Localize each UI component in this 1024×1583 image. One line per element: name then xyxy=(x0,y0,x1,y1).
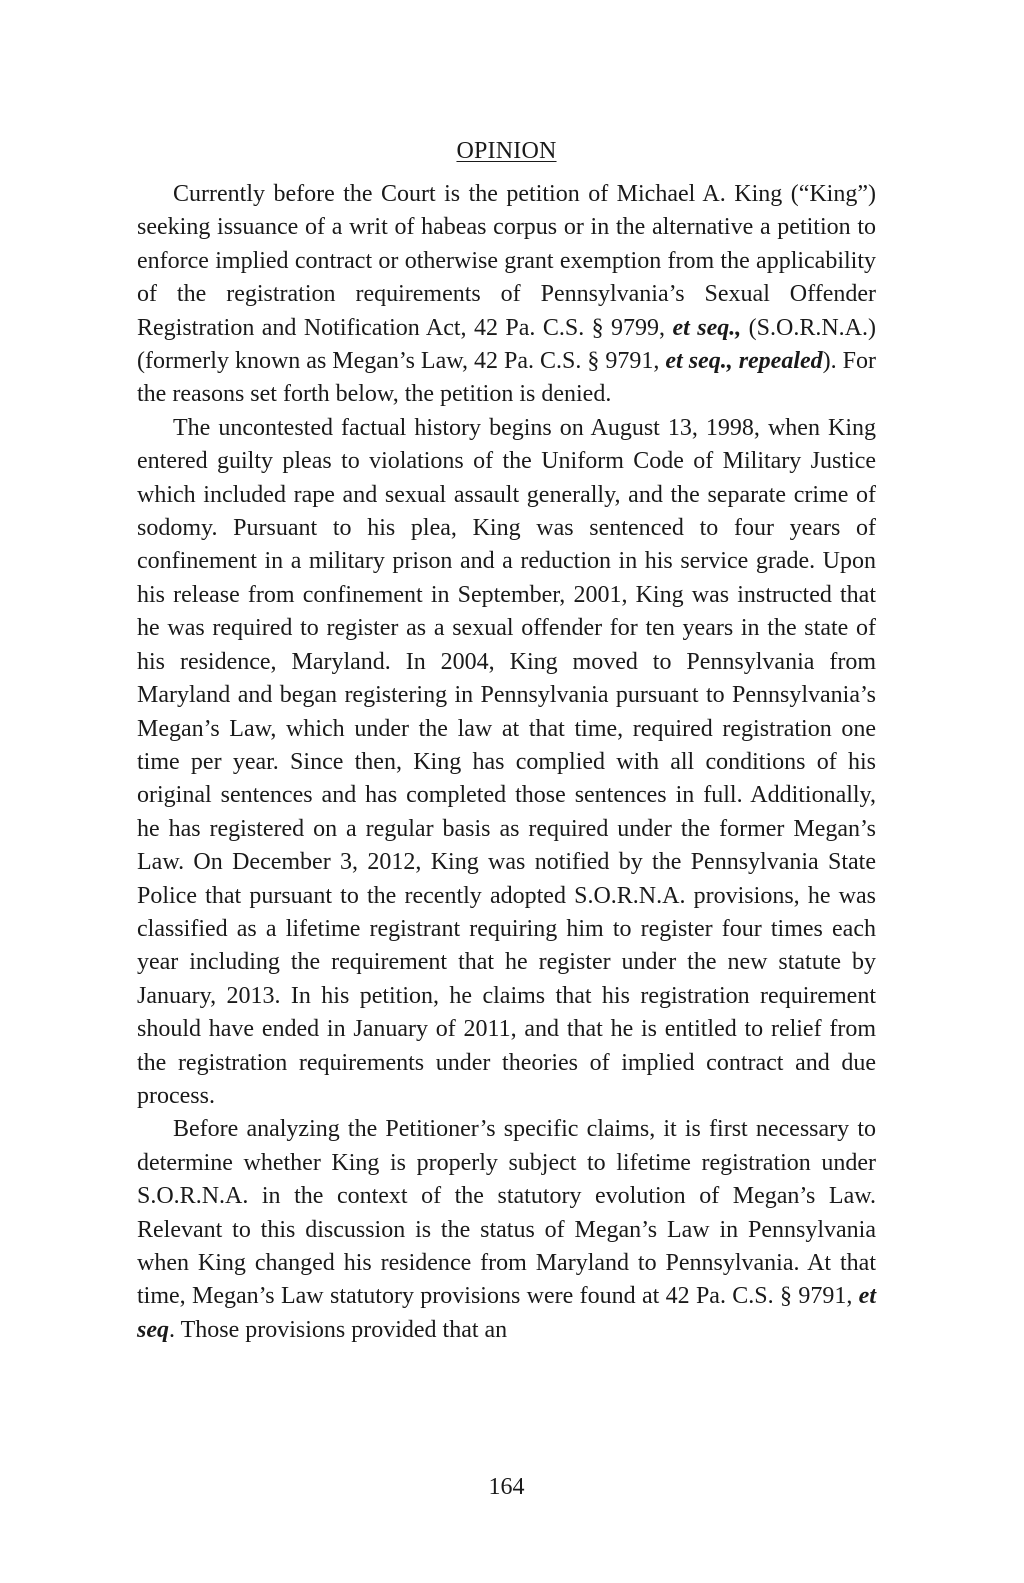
paragraph-intro xyxy=(137,178,876,412)
text-run: The uncontested factual history begins on August 13, 1998, when King entered guilty pleas to violations of the Uniform Code of Military Justice which included rape and sexual assault generally, and the separate crime of sodomy. Pursuant to his plea, King was sentenced to four years of confinement in a military prison and a reduction in his service grade. Upon his release from confinement in September, 2001, King was instructed that he was required to register as a sexual offender for ten years in the state of his residence, Maryland. In 2004, King moved to Pennsylvania from Maryland and began registering in Pennsylvania pursuant to Pennsylvania’s Megan’s Law, which under the law at that time, required registration one time per year. Since then, King has complied with all conditions of his original sentences and has completed those sentences in full. Additionally, he has registered on a regular basis as required under the former Megan’s Law. On December 3, 2012, King was notified by the Pennsylvania State Police that pursuant to the recently adopted S.O.R.N.A. provisions, he was classified as a lifetime registrant requiring him to register four times each year including the requirement that he register under the new statute by January, 2013. In his petition, he claims that his registration requirement should have ended in January of 2011, and that he is entitled to relief from the registration requirements under theories of implied contract and due process. xyxy=(137,414,876,1109)
text-run: Currently before the Court is the petition of Michael A. King (“King”) seeking issuance of a writ of habeas corpus or in the alternative a petition to enforce implied contract or otherwise grant exemption from the applicability of the registration requirements of Pennsylvania’s Sexual Offender Registration and Notification Act, 42 Pa. C.S. § 9799, xyxy=(137,181,876,341)
paragraph-analysis xyxy=(137,1113,876,1347)
text-run: (S.O.R.N.A.) (formerly known as Megan’s Law, 42 Pa. C.S. § 9791, xyxy=(137,314,876,375)
opinion-heading: OPINION xyxy=(456,138,557,164)
citation-emphasis: et seq., xyxy=(672,314,742,341)
citation-emphasis: et seq., repealed xyxy=(665,348,823,375)
text-run: . Those provisions provided that an xyxy=(169,1316,508,1343)
opinion-body xyxy=(137,178,876,1347)
paragraph-factual-history xyxy=(137,412,876,1114)
text-run: ). For the reasons set forth below, the petition is denied. xyxy=(137,348,876,408)
text-run: Before analyzing the Petitioner’s specific claims, it is first necessary to determine whether King is properly subject to lifetime registration under S.O.R.N.A. in the context of the statutory evolution of Megan’s Law. Relevant to this discussion is the status of Megan’s Law in Pennsylvania when King changed his residence from Maryland to Pennsylvania. At that time, Megan’s Law statutory provisions were found at 42 Pa. C.S. § 9791, xyxy=(137,1116,876,1310)
document-page xyxy=(137,0,876,1583)
page-number: 164 xyxy=(488,1474,525,1500)
citation-emphasis: et seq xyxy=(137,1283,876,1343)
